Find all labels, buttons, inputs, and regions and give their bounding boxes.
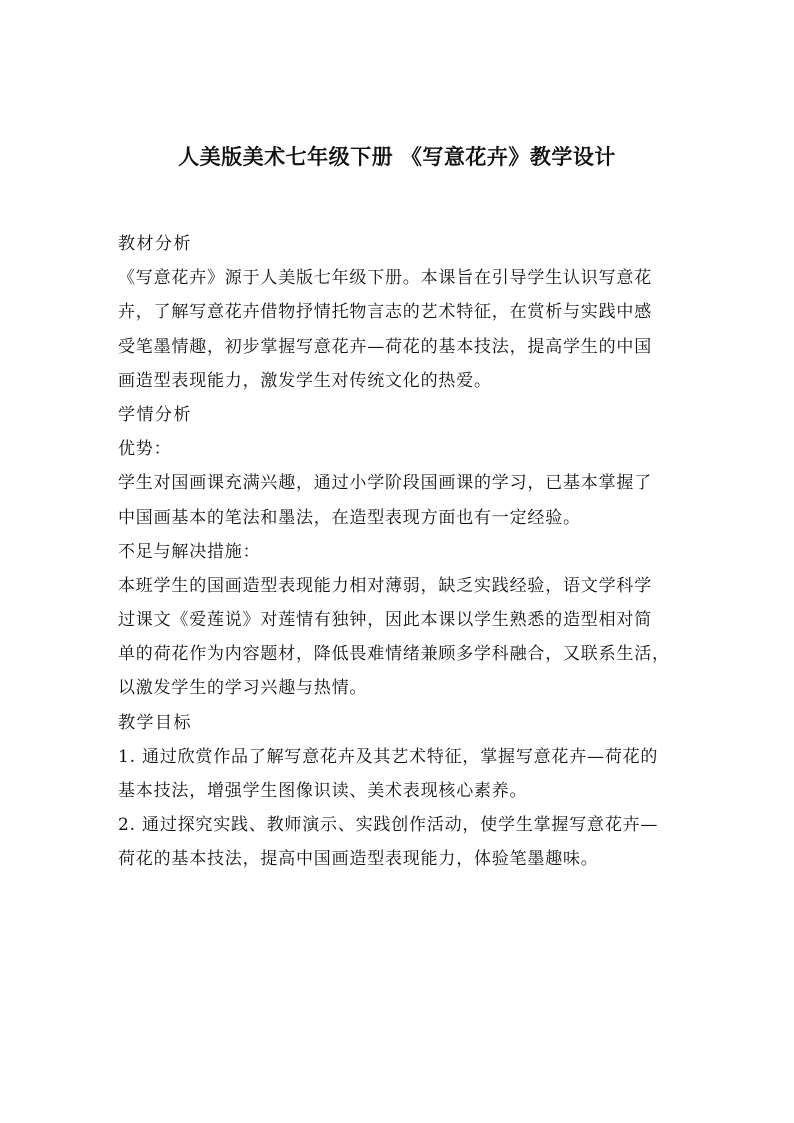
advantages-label: 优势：: [118, 439, 172, 460]
section-heading-material-analysis: 教材分析: [118, 234, 192, 254]
goal-item-1: [118, 740, 678, 808]
document-title: 人美版美术七年级下册 《写意花卉》教学设计: [178, 145, 616, 169]
section-heading-student-analysis: 学情分析: [118, 404, 192, 425]
material-analysis-paragraph: [118, 261, 678, 398]
paragraph-line: 《写意花卉》源于人美版七年级下册。本课旨在引导学生认识写意花: [118, 268, 652, 289]
paragraph-line: 中国画基本的笔法和墨法，在造型表现方面也有一定经验。: [118, 507, 581, 528]
paragraph-line: 基本技法，增强学生图像识读、美术表现核心素养。: [118, 781, 528, 801]
paragraph-line: 画造型表现能力，激发学生对传统文化的热爱。: [118, 370, 492, 391]
document-body: [118, 227, 678, 877]
paragraph-line: 受笔墨情趣，初步掌握写意花卉—荷花的基本技法，提高学生的中国: [118, 336, 652, 357]
paragraph-line: 1. 通过欣赏作品了解写意花卉及其艺术特征，掌握写意花卉—荷花的: [118, 746, 659, 767]
paragraph-line: 学生对国画课充满兴趣，通过小学阶段国画课的学习，已基本掌握了: [118, 473, 652, 494]
advantages-paragraph: [118, 466, 678, 534]
goal-item-2: [118, 808, 678, 876]
paragraph-line: 本班学生的国画造型表现能力相对薄弱，缺乏实践经验，语文学科学: [118, 575, 652, 596]
paragraph-line: 以激发学生的学习兴趣与热情。: [118, 678, 368, 699]
paragraph-line: 卉，了解写意花卉借物抒情托物言志的艺术特征，在赏析与实践中感: [118, 302, 652, 323]
section-heading-teaching-goals: 教学目标: [118, 712, 192, 733]
paragraph-line: 过课文《爱莲说》对莲情有独钟，因此本课以学生熟悉的造型相对简: [118, 610, 652, 631]
paragraph-line: 荷花的基本技法，提高中国画造型表现能力，体验笔墨趣味。: [118, 849, 599, 870]
paragraph-line: 2. 通过探究实践、教师演示、实践创作活动，使学生掌握写意花卉—: [118, 815, 659, 836]
paragraph-line: 单的荷花作为内容题材，降低畏难情绪兼顾多学科融合，又联系生活，: [118, 644, 670, 665]
shortcomings-paragraph: [118, 569, 678, 706]
shortcomings-label: 不足与解决措施：: [118, 541, 261, 562]
